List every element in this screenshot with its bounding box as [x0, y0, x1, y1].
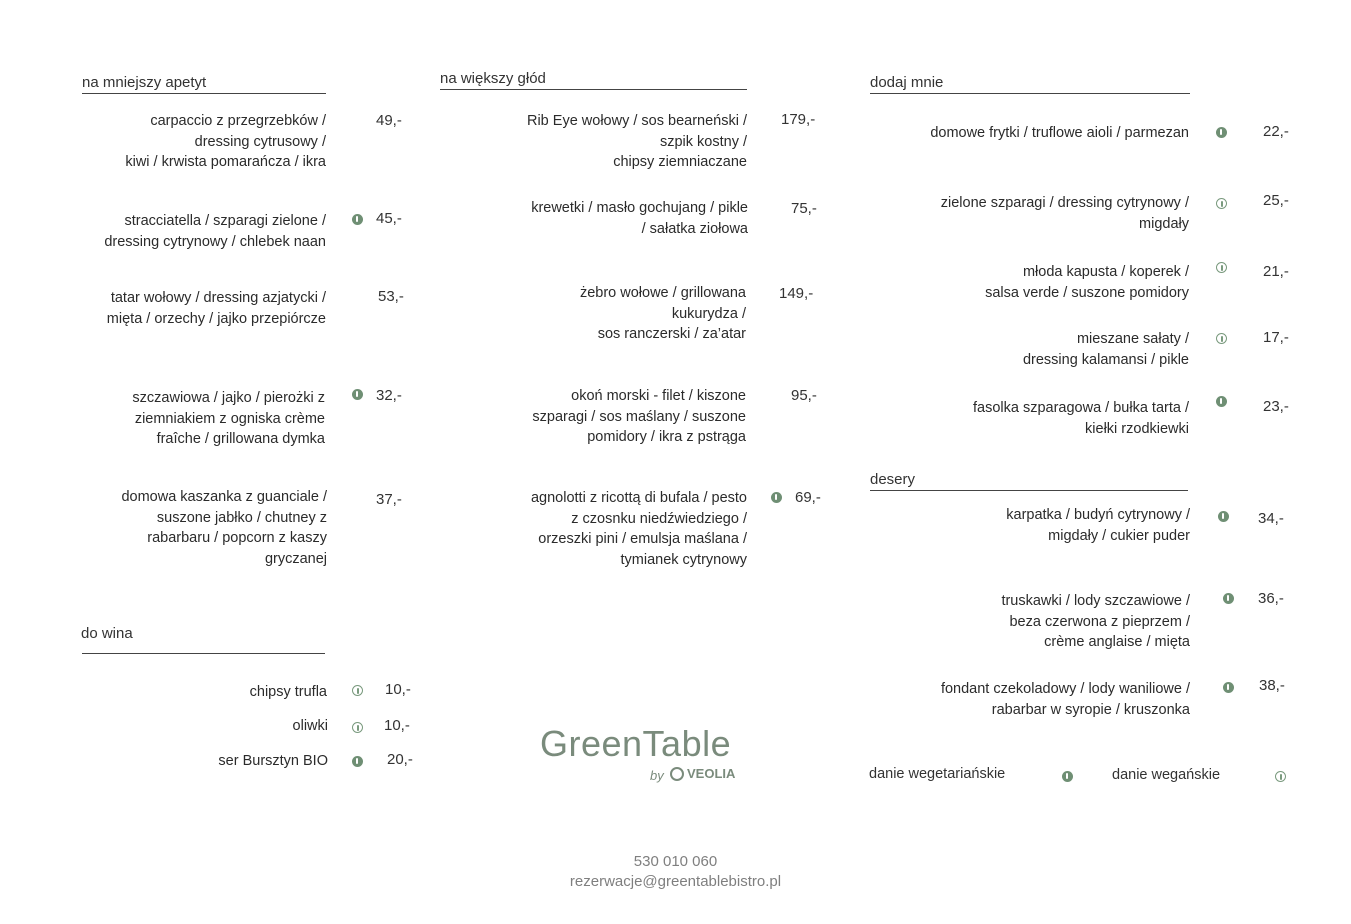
menu-item-price: 95,-	[791, 387, 817, 404]
vegetarian-icon	[1223, 682, 1234, 693]
menu-item-price: 49,-	[376, 112, 402, 129]
menu-item: agnolotti z ricottą di bufala / pesto z czosnku niedźwiedziego / orzeszki pini / emulsja maślana / tymianek cytrynowy	[530, 490, 747, 568]
contact-email[interactable]: rezerwacje@greentablebistro.pl	[569, 873, 782, 890]
menu-item: stracciatella / szparagi zielone / dressing cytrynowy / chlebek naan	[104, 213, 326, 250]
menu-item: mieszane sałaty / dressing kalamansi / pikle	[1022, 331, 1189, 368]
section-header-add: dodaj mnie	[870, 74, 1190, 94]
menu-item-price: 37,-	[376, 491, 402, 508]
menu-item-price: 75,-	[791, 200, 817, 217]
menu-item: fasolka szparagowa / bułka tarta / kiełki rzodkiewki	[972, 400, 1189, 437]
vegan-icon	[1216, 198, 1227, 209]
vegetarian-icon	[1216, 127, 1227, 138]
greentable-logo	[540, 722, 750, 783]
menu-item-price: 69,-	[795, 489, 821, 506]
legend-vegetarian-label: danie wegetariańskie	[869, 766, 1006, 782]
menu-item-price: 53,-	[378, 288, 404, 305]
menu-item: zielone szparagi / dressing cytrynowy / migdały	[940, 195, 1189, 232]
contact-phone[interactable]: 530 010 060	[633, 853, 718, 870]
menu-item: domowe frytki / truflowe aioli / parmezan	[930, 125, 1189, 141]
wine-item: chipsy trufla	[249, 684, 327, 700]
veolia-wordmark: VEOLIA	[687, 766, 736, 781]
menu-item: tatar wołowy / dressing azjatycki / mięta / orzechy / jajko przepiórcze	[106, 290, 326, 327]
menu-item: fondant czekoladowy / lody waniliowe / rabarbar w syropie / kruszonka	[940, 681, 1190, 718]
vegan-icon	[1216, 333, 1227, 344]
vegetarian-icon	[1223, 593, 1234, 604]
menu-item-price: 17,-	[1263, 329, 1289, 346]
wine-item-price: 10,-	[385, 681, 411, 698]
section-header-big: na większy głód	[440, 70, 747, 90]
wine-item-price: 20,-	[387, 751, 413, 768]
menu-item: młoda kapusta / koperek / salsa verde / suszone pomidory	[985, 264, 1189, 301]
menu-item-price: 32,-	[376, 387, 402, 404]
wine-item-price: 10,-	[384, 717, 410, 734]
vegetarian-icon	[1062, 771, 1073, 782]
vegetarian-icon	[771, 492, 782, 503]
wine-header-rule	[82, 653, 325, 654]
section-header-small: na mniejszy apetyt	[82, 74, 326, 94]
menu-item-price: 179,-	[781, 111, 816, 128]
veolia-mark-icon	[670, 767, 684, 781]
menu-item-price: 25,-	[1263, 192, 1289, 209]
wine-item: ser Bursztyn BIO	[218, 753, 328, 769]
vegetarian-icon	[352, 389, 363, 400]
logo-by: by	[650, 768, 664, 783]
menu-item-price: 149,-	[779, 285, 814, 302]
menu-item-price: 36,-	[1258, 590, 1284, 607]
menu-item-price: 34,-	[1258, 510, 1284, 527]
vegetarian-icon	[1216, 396, 1227, 407]
menu-item: okoń morski - filet / kiszone szparagi / sos maślany / suszone pomidory / ikra z pstrąga	[532, 388, 746, 445]
wine-item: oliwki	[292, 718, 328, 734]
vegan-icon	[352, 722, 363, 733]
menu-item: żebro wołowe / grillowana kukurydza / sos ranczerski / za’atar	[579, 285, 746, 342]
section-header-wine: do wina	[81, 625, 133, 642]
vegetarian-icon	[1218, 511, 1229, 522]
vegan-icon	[352, 685, 363, 696]
menu-item: truskawki / lody szczawiowe / beza czerwona z pieprzem / crème anglaise / mięta	[1001, 593, 1190, 650]
menu-item: Rib Eye wołowy / sos bearneński / szpik kostny / chipsy ziemniaczane	[526, 113, 747, 170]
menu-item: carpaccio z przegrzebków / dressing cytrusowy / kiwi / krwista pomarańcza / ikra	[125, 113, 326, 170]
vegetarian-icon	[352, 214, 363, 225]
menu-item-price: 22,-	[1263, 123, 1289, 140]
veolia-logo	[670, 766, 735, 781]
vegan-icon	[1216, 262, 1227, 273]
menu-item-price: 45,-	[376, 210, 402, 227]
legend-vegan-label: danie wegańskie	[1112, 767, 1221, 783]
menu-item-price: 38,-	[1259, 677, 1285, 694]
vegetarian-icon	[352, 756, 363, 767]
section-header-desserts: desery	[870, 471, 1188, 491]
vegan-icon	[1275, 771, 1286, 782]
menu-item: krewetki / masło gochujang / pikle / sałatka ziołowa	[531, 200, 748, 237]
menu-item: karpatka / budyń cytrynowy / migdały / cukier puder	[1006, 507, 1190, 544]
menu-item-price: 23,-	[1263, 398, 1289, 415]
menu-item-price: 21,-	[1263, 263, 1289, 280]
menu-item: szczawiowa / jajko / pierożki z ziemniakiem z ogniska crème fraîche / grillowana dymka	[132, 390, 325, 447]
logo-wordmark: GreenTable	[540, 723, 732, 764]
menu-item: domowa kaszanka z guanciale / suszone jabłko / chutney z rabarbaru / popcorn z kaszy gryczanej	[121, 489, 327, 567]
